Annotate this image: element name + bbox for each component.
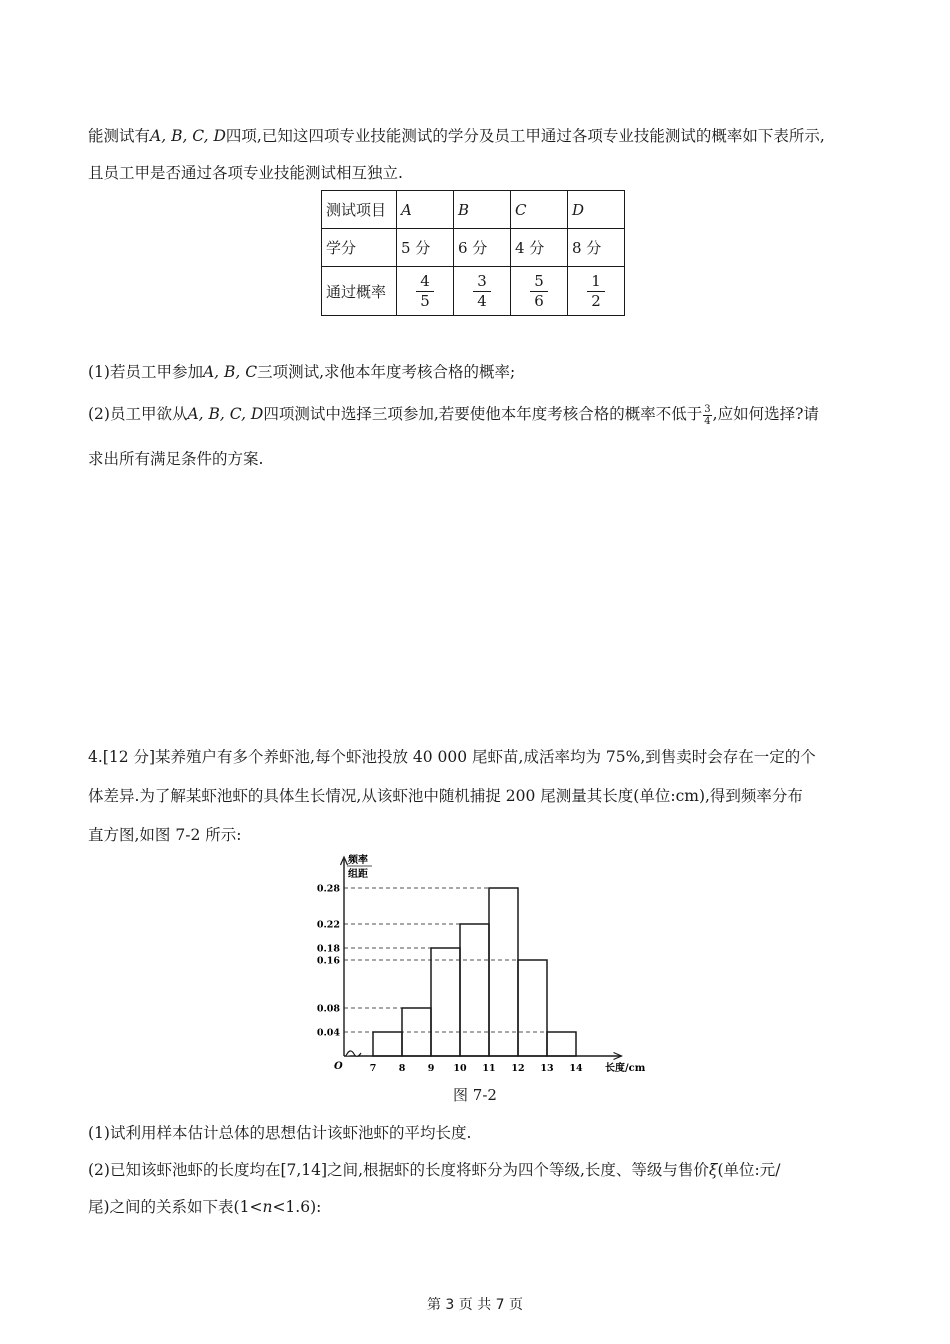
- histogram-bar-9: [431, 948, 460, 1056]
- y-axis-label-num: 频率: [348, 855, 368, 866]
- prob-b-den: 4: [477, 291, 487, 310]
- intro-line-1: [88, 119, 878, 153]
- table-prob-c: [511, 267, 568, 316]
- intro-text-a: 能测试有: [88, 127, 151, 145]
- prob-a-den: 5: [420, 291, 430, 310]
- q4-xi-symbol: ξ: [708, 1161, 718, 1179]
- q3-fraction-den: 4: [704, 415, 711, 427]
- q4-line-3: 直方图,如图 7-2 所示:: [88, 826, 242, 844]
- intro-items: A, B, C, D: [150, 127, 226, 145]
- q3-part-2-text-a: (2)员工甲欲从: [88, 405, 188, 423]
- y-tick-0.22: 0.22: [316, 919, 340, 931]
- q3-part-2-cont: 求出所有满足条件的方案.: [88, 450, 264, 468]
- x-tick-9: 9: [427, 1063, 435, 1074]
- histogram-bar-11: [489, 888, 518, 1056]
- x-tick-8: 8: [398, 1063, 406, 1074]
- histogram-bar-7: [373, 1032, 402, 1056]
- q4-line-2: 体差异.为了解某虾池虾的具体生长情况,从该虾池中随机捕捉 200 尾测量其长度(单位:cm),得到频率分布: [88, 787, 803, 805]
- prob-d-num: 1: [587, 272, 605, 292]
- y-tick-0.04: 0.04: [316, 1027, 340, 1039]
- histogram-bars: [373, 888, 576, 1056]
- skills-table: [321, 190, 625, 316]
- table-credit-b: 6 分: [454, 229, 511, 267]
- y-tick-0.28: 0.28: [316, 883, 340, 895]
- table-credits-label: 学分: [322, 229, 397, 267]
- x-tick-13: 13: [540, 1063, 554, 1074]
- histogram-bar-12: [518, 960, 547, 1056]
- q3-fraction-num: 3: [704, 403, 711, 415]
- q4-line-1: 4.[12 分]某养殖户有多个养虾池,每个虾池投放 40 000 尾虾苗,成活率均为 75%,到售卖时会存在一定的个: [88, 748, 816, 766]
- table-item-b: B: [454, 191, 511, 229]
- table-item-a: A: [397, 191, 454, 229]
- frequency-histogram: [300, 845, 660, 1080]
- q4-part-2-text-a: (2)已知该虾池虾的长度均在[7,14]之间,根据虾的长度将虾分为四个等级,长度、等级与售价: [88, 1161, 709, 1179]
- q3-part-2-text-d: ,应如何选择?请: [712, 405, 819, 423]
- prob-a-num: 4: [416, 272, 434, 292]
- y-axis-label-den: 组距: [348, 869, 368, 880]
- q3-part-1: [88, 355, 878, 389]
- histogram-bar-10: [460, 924, 489, 1056]
- q3-part-1-text-a: (1)若员工甲参加: [88, 363, 203, 381]
- x-axis-label: 长度/cm: [605, 1063, 646, 1074]
- table-row-items: [322, 191, 625, 229]
- x-tick-11: 11: [482, 1063, 496, 1074]
- table-prob-a: [397, 267, 454, 316]
- q4-part-2-cont: [88, 1190, 878, 1224]
- table-prob-b: [454, 267, 511, 316]
- x-tick-12: 12: [511, 1063, 525, 1074]
- figure-caption: 图 7-2: [453, 1086, 497, 1104]
- prob-c-den: 6: [534, 291, 544, 310]
- histogram-bar-13: [547, 1032, 576, 1056]
- x-tick-10: 10: [453, 1063, 467, 1074]
- table-credit-d: 8 分: [568, 229, 625, 267]
- x-tick-7: 7: [369, 1063, 377, 1074]
- page-footer: 第 3 页 共 7 页: [426, 1297, 524, 1313]
- table-item-d: D: [568, 191, 625, 229]
- table-credit-a: 5 分: [397, 229, 454, 267]
- q3-part-2-items: A, B, C, D: [187, 405, 264, 423]
- y-tick-0.18: 0.18: [316, 943, 340, 955]
- q3-part-2: [88, 397, 878, 431]
- intro-line-2: 且员工甲是否通过各项专业技能测试相互独立.: [88, 164, 403, 182]
- q3-part-1-items: A, B, C: [202, 363, 258, 381]
- prob-d-den: 2: [591, 291, 601, 310]
- table-row-credits: [322, 229, 625, 267]
- origin-label: O: [334, 1061, 343, 1072]
- table-credit-c: 4 分: [511, 229, 568, 267]
- prob-b-num: 3: [473, 272, 491, 292]
- table-prob-label: 通过概率: [322, 267, 397, 316]
- table-row-probability: [322, 267, 625, 316]
- table-prob-d: [568, 267, 625, 316]
- table-item-c: C: [511, 191, 568, 229]
- q4-part-2-text-c: 尾)之间的关系如下表(1<: [88, 1198, 263, 1216]
- q4-part-2-text-d: <1.6):: [272, 1198, 322, 1216]
- x-tick-14: 14: [569, 1063, 583, 1074]
- q3-part-2-text-c: 四项测试中选择三项参加,若要使他本年度考核合格的概率不低于: [263, 405, 703, 423]
- table-header-label: 测试项目: [322, 191, 397, 229]
- q4-part-2: [88, 1153, 878, 1187]
- intro-text-c: 四项,已知这四项专业技能测试的学分及员工甲通过各项专业技能测试的概率如下表所示,: [225, 127, 825, 145]
- y-tick-0.08: 0.08: [316, 1003, 340, 1015]
- q4-n-symbol: n: [262, 1198, 273, 1216]
- q3-part-1-text-c: 三项测试,求他本年度考核合格的概率;: [257, 363, 516, 381]
- q4-part-2-text-b: (单位:元/: [717, 1161, 781, 1179]
- q4-part-1: (1)试利用样本估计总体的思想估计该虾池虾的平均长度.: [88, 1124, 472, 1142]
- prob-c-num: 5: [530, 272, 548, 292]
- q3-fraction: [703, 404, 711, 427]
- y-tick-0.16: 0.16: [316, 955, 340, 967]
